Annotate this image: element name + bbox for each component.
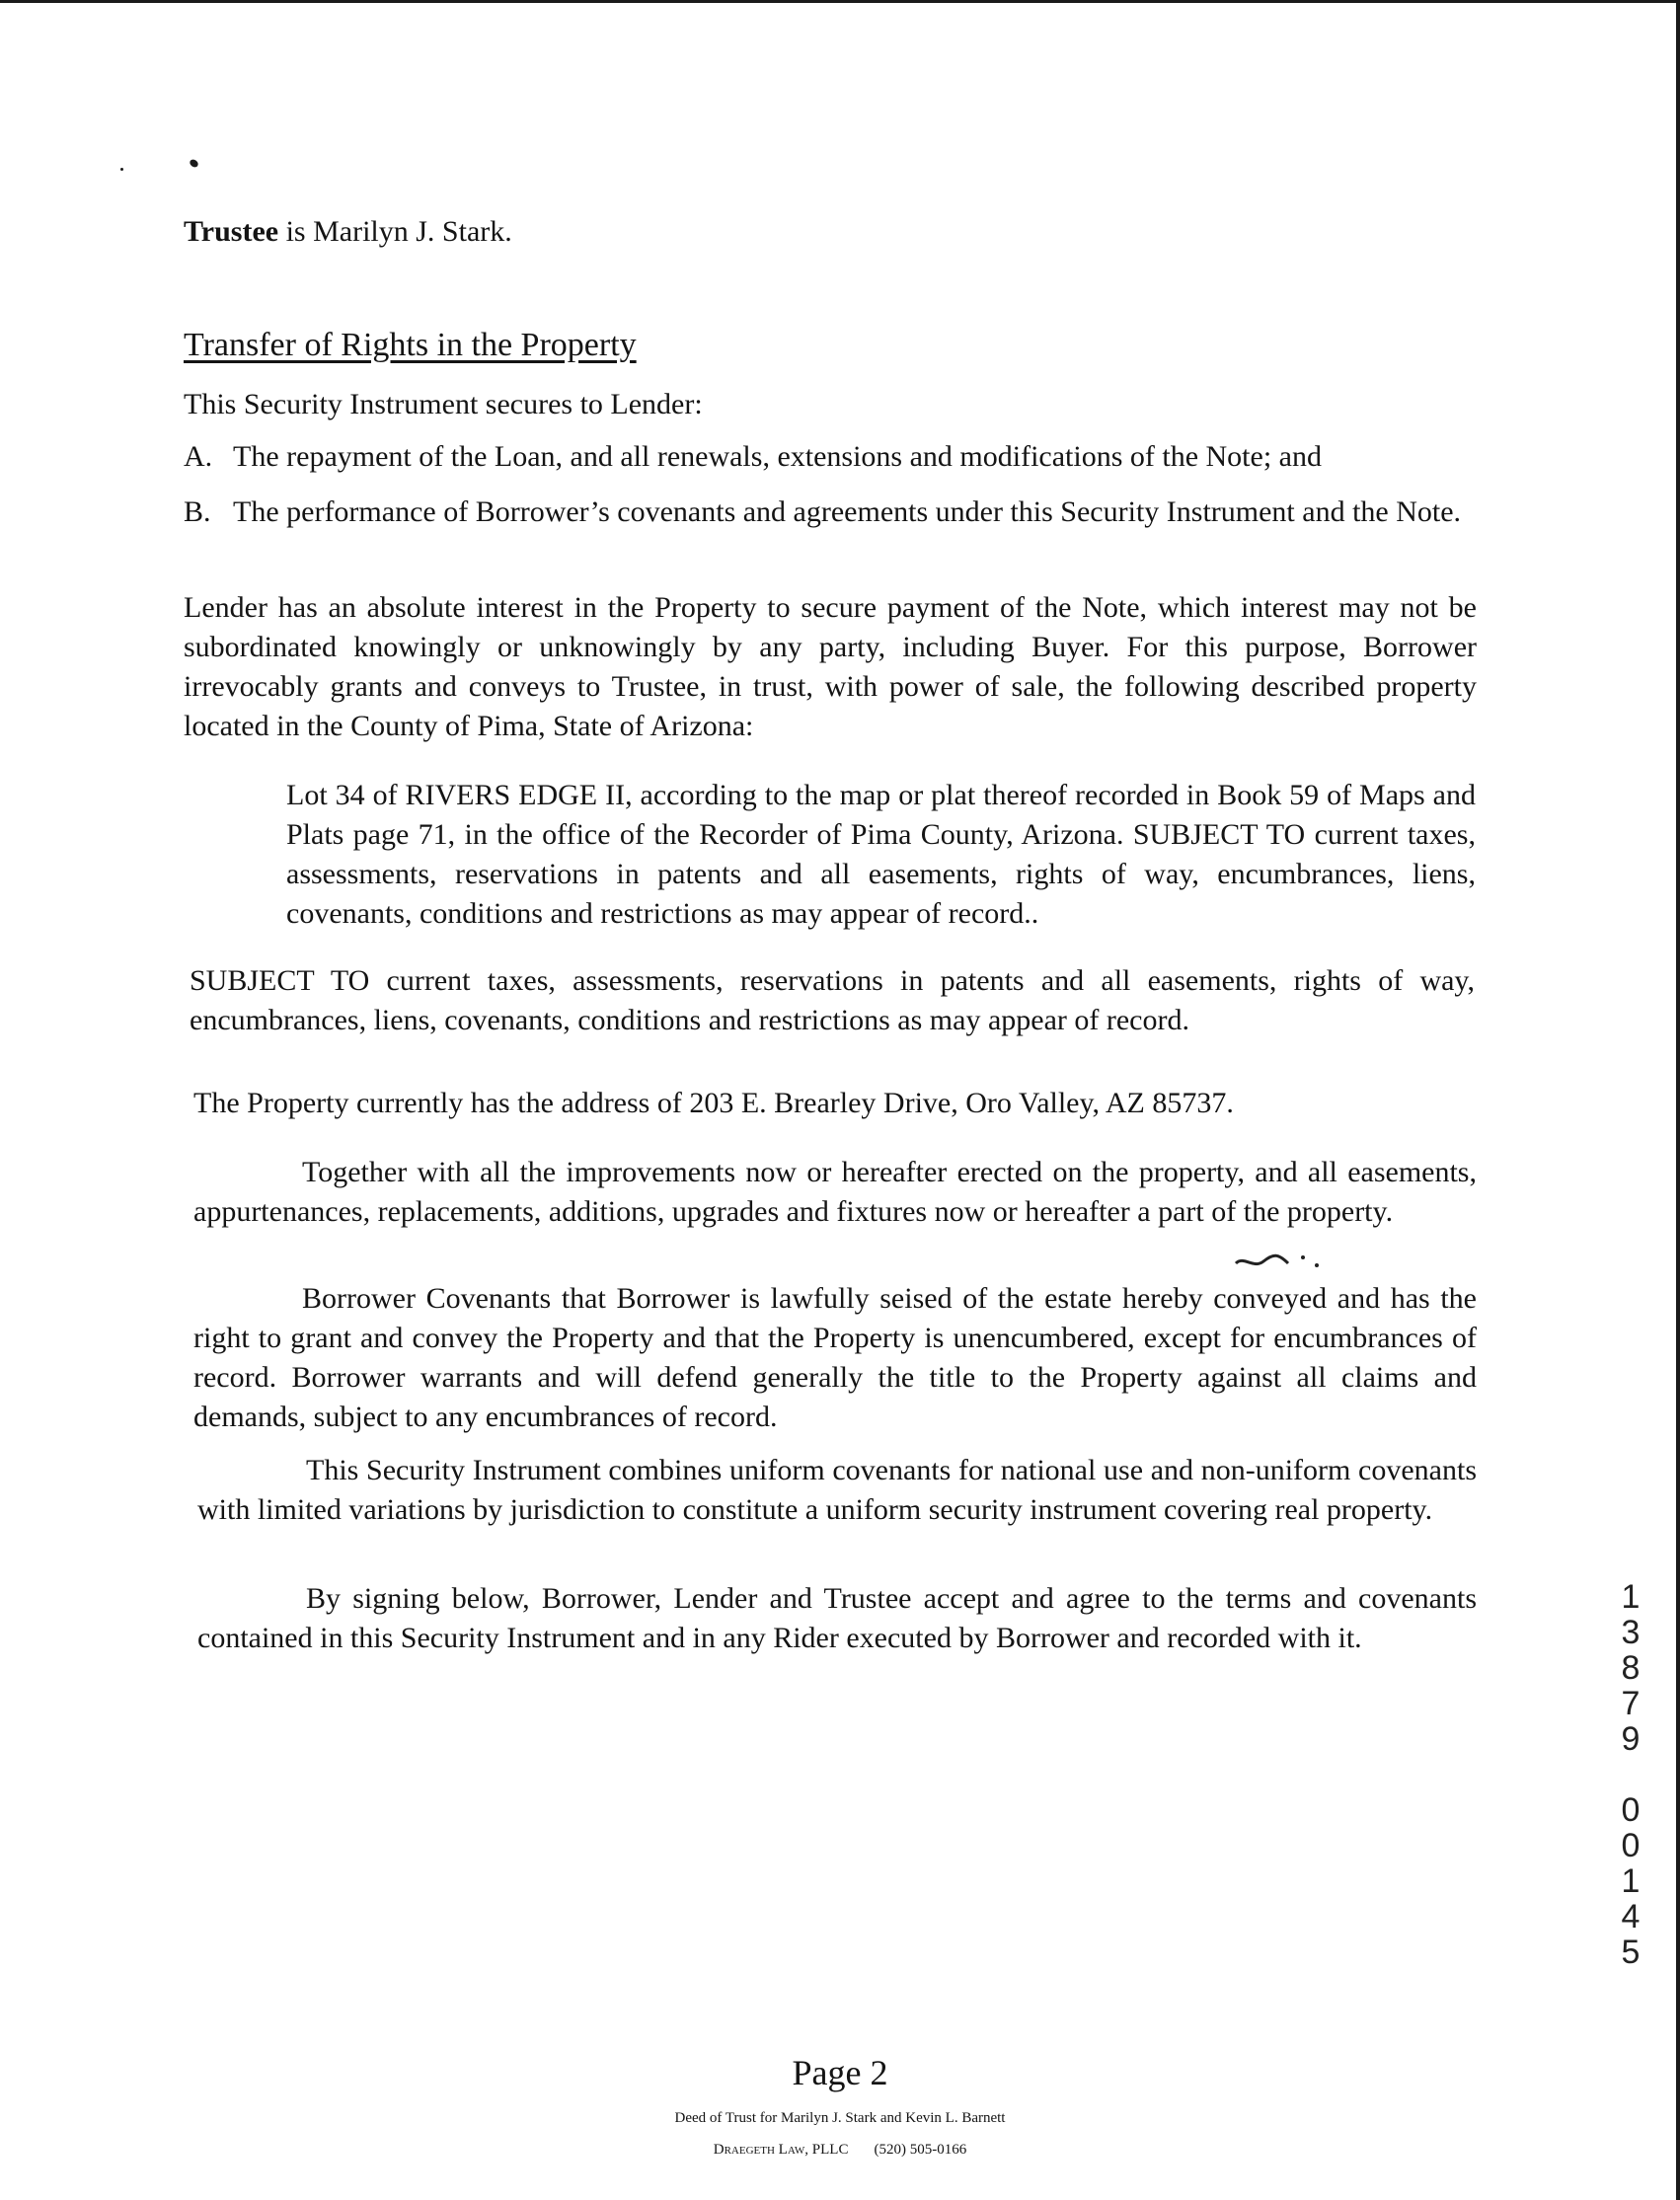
intro-paragraph: This Security Instrument secures to Lender: <box>184 388 703 420</box>
list-marker: B. <box>184 495 211 528</box>
covenants-paragraph: Borrower Covenants that Borrower is lawfully seised of the estate hereby conveyed and has the right to grant and convey the Property and that the Property is unencumbered, except for encumbrances of record. Borrower warrants and will defend generally the title to the Property against all claims and demands, subject to any encumbrances of record. <box>193 1282 1477 1433</box>
recording-digit: 7 <box>1621 1685 1641 1722</box>
scan-speck <box>120 168 123 171</box>
recording-digit: 9 <box>1621 1720 1641 1758</box>
list-item-b <box>184 493 1477 532</box>
footer-firm: Draegeth Law, PLLC <box>713 2142 849 2158</box>
scan-border-right <box>1676 0 1680 2200</box>
footer-phone: (520) 505-0166 <box>874 2142 967 2158</box>
scan-speck <box>189 158 199 169</box>
trustee-line <box>184 212 512 252</box>
lender-paragraph: Lender has an absolute interest in the Property to secure payment of the Note, which interest may not be subordinated knowingly or unknowingly by any party, including Buyer. For this purpose, Borrower irrevocably grants and conveys to Trustee, in trust, with power of sale, the following described property located in the County of Pima, State of Arizona: <box>184 591 1477 742</box>
list-marker: A. <box>184 440 213 473</box>
list-text: The performance of Borrower’s covenants and agreements under this Security Instrument and the Note. <box>233 495 1462 528</box>
scan-border-top <box>0 0 1680 3</box>
page-number: Page 2 <box>792 2053 888 2092</box>
list-text: The repayment of the Loan, and all renewals, extensions and modifications of the Note; and <box>233 440 1322 473</box>
together-paragraph: Together with all the improvements now or hereafter erected on the property, and all easements, appurtenances, replacements, additions, upgrades and fixtures now or hereafter a part of the property. <box>193 1156 1477 1228</box>
footer-deed-title: Deed of Trust for Marilyn J. Stark and Kevin L. Barnett <box>674 2110 1006 2126</box>
recording-digit: 0 <box>1621 1827 1641 1864</box>
recording-digit: 8 <box>1621 1649 1641 1687</box>
footer-firm-line <box>0 2140 1680 2160</box>
list-item-a <box>184 437 1477 477</box>
property-address: The Property currently has the address of 203 E. Brearley Drive, Oro Valley, AZ 85737. <box>193 1087 1234 1119</box>
recording-digit: 4 <box>1621 1898 1641 1935</box>
section-heading: Transfer of Rights in the Property <box>184 327 637 363</box>
combines-paragraph: This Security Instrument combines uniform covenants for national use and non-uniform covenants with limited variations by jurisdiction to constitute a uniform security instrument covering real property. <box>197 1454 1477 1526</box>
trustee-label: Trustee <box>184 215 279 248</box>
trustee-name: is Marilyn J. Stark. <box>278 215 512 248</box>
subject-to-paragraph: SUBJECT TO current taxes, assessments, reservations in patents and all easements, rights of way, encumbrances, liens, covenants, conditions and restrictions as may appear of record. <box>190 964 1475 1036</box>
recording-number <box>1611 1579 1650 1970</box>
recording-digit: 1 <box>1621 1578 1641 1616</box>
scan-mark <box>1234 1246 1333 1275</box>
signing-paragraph: By signing below, Borrower, Lender and Trustee accept and agree to the terms and covenants contained in this Security Instrument and in any Rider executed by Borrower and recorded with it. <box>197 1582 1477 1654</box>
recording-digit: 3 <box>1621 1614 1641 1651</box>
legal-description: Lot 34 of RIVERS EDGE II, according to the map or plat thereof recorded in Book 59 of Maps and Plats page 71, in the office of the Recorder of Pima County, Arizona. SUBJECT TO current taxes, assessments, reservations in patents and all easements, rights of way, encumbrances, liens, covenants, conditions and restrictions as may appear of record.. <box>286 779 1476 930</box>
recording-digit: 1 <box>1621 1862 1641 1900</box>
recording-digit: 0 <box>1621 1791 1641 1829</box>
recording-digit: 5 <box>1621 1934 1641 1971</box>
